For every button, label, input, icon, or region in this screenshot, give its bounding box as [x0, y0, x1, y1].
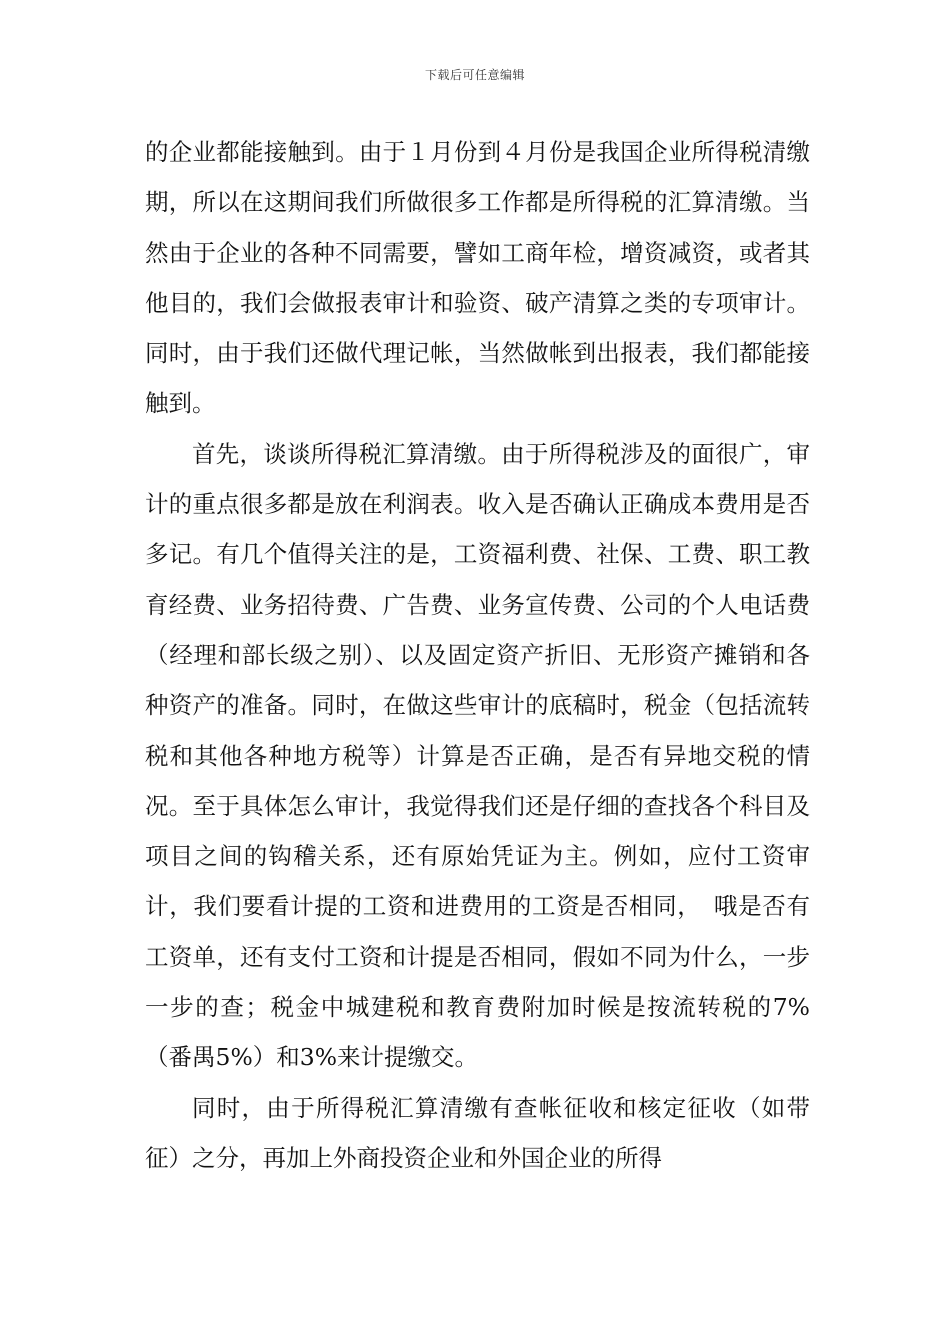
- paragraph-3: 同时，由于所得税汇算清缴有查帐征收和核定征收（如带征）之分，再加上外商投资企业和外国企业的所得: [145, 1093, 810, 1172]
- paragraph-2: 首先，谈谈所得税汇算清缴。由于所得税涉及的面很广，审计的重点很多都是放在利润表。收入是否确认正确成本费用是否多记。有几个值得关注的是，工资福利费、社保、工费、职工教育经费、业务招待费、广告费、业务宣传费、公司的个人电话费（经理和部长级之别）、以及固定资产折旧、无形资产摊销和各种资产的准备。同时，在做这些审计的底稿时，税金（包括流转税和其他各种地方税等）计算是否正确，是否有异地交税的情况。至于具体怎么审计，我觉得我们还是仔细的查找各个科目及项目之间的钩稽关系，还有原始凭证为主。例如，应付工资审计，我们要看计提的工资和进费用的工资是否相同， 哦是否有工资单，还有支付工资和计提是否相同，假如不同为什么，一步一步的查；税金中城建税和教育费附加时候是按流转税的7%（番禺5%）和3%来计提缴交。: [145, 439, 810, 1072]
- page-header: 下载后可任意编辑: [424, 68, 525, 82]
- paragraph-1: 的企业都能接触到。由于１月份到４月份是我国企业所得税清缴期，所以在这期间我们所做很多工作都是所得税的汇算清缴。当然由于企业的各种不同需要，譬如工商年检，增资减资，或者其他目的，我们会做报表审计和验资、破产清算之类的专项审计。同时，由于我们还做代理记帐，当然做帐到出报表，我们都能接触到。: [145, 138, 810, 418]
- document-body: [145, 127, 810, 1183]
